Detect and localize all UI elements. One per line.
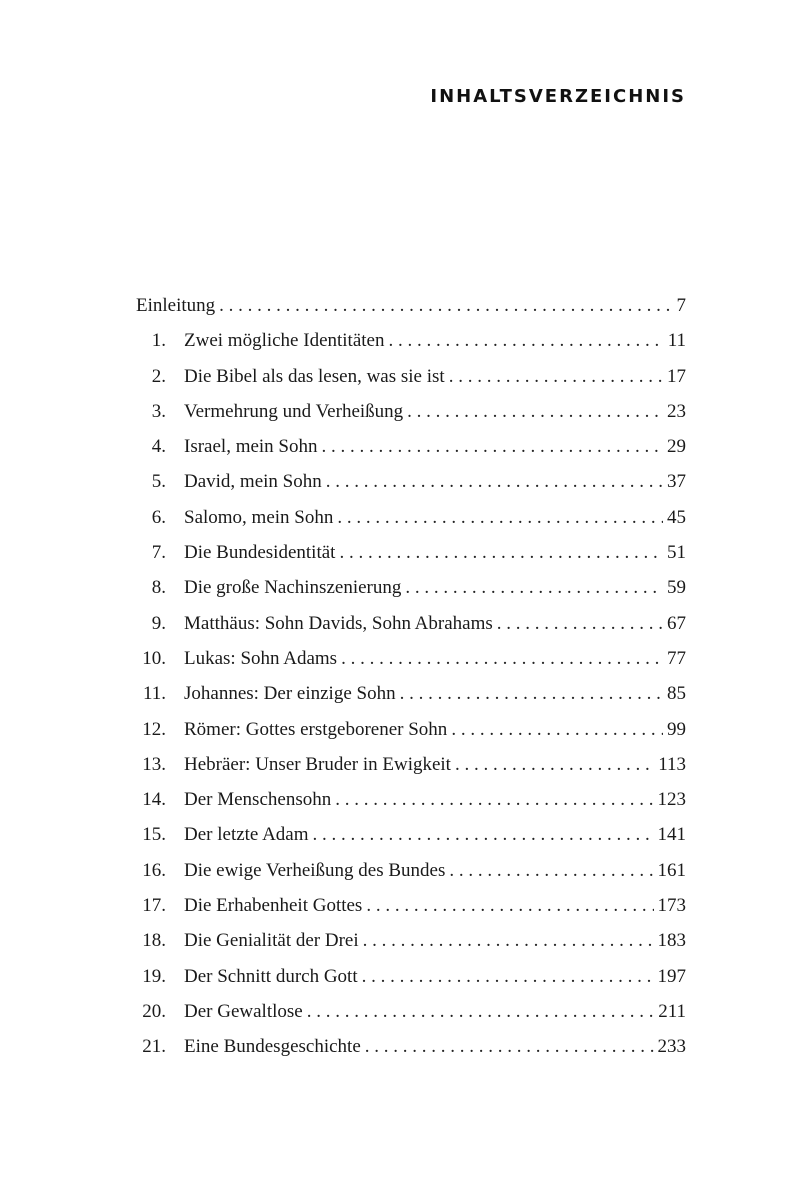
toc-entry-title: David, mein Sohn <box>184 471 322 493</box>
toc-entry <box>136 676 686 711</box>
toc-entry-intro <box>136 288 686 323</box>
toc-entry-number: 19. <box>142 965 166 987</box>
toc-entry <box>136 570 686 605</box>
toc-entry-title: Eine Bundesgeschichte <box>184 1036 361 1058</box>
dot-leader <box>307 994 654 1029</box>
toc-entry-page: 99 <box>667 718 686 740</box>
toc-entry <box>136 641 686 676</box>
toc-entry-title: Israel, mein Sohn <box>184 436 318 458</box>
toc-entry-page: 233 <box>657 1036 686 1058</box>
toc-entry-title: Der letzte Adam <box>184 824 309 846</box>
toc-entry <box>136 464 686 499</box>
toc-entry-page: 211 <box>658 1000 686 1022</box>
dot-leader <box>400 676 663 711</box>
toc-entry <box>136 959 686 994</box>
toc-entry-number: 16. <box>142 859 166 881</box>
toc-entry-title: Matthäus: Sohn Davids, Sohn Abrahams <box>184 612 493 634</box>
toc-entry-number: 6. <box>151 506 166 528</box>
toc-entry-title: Lukas: Sohn Adams <box>184 647 338 669</box>
toc-entry-number: 11. <box>142 683 166 705</box>
toc-entry-number: 17. <box>142 895 166 917</box>
toc-entry-title: Salomo, mein Sohn <box>184 506 334 528</box>
toc-entry <box>136 712 686 747</box>
toc-entry-page: 113 <box>658 753 686 775</box>
toc-entry <box>136 888 686 923</box>
toc-entry-page: 77 <box>667 647 686 669</box>
toc-entry-title: Johannes: Der einzige Sohn <box>184 683 396 705</box>
dot-leader <box>326 464 663 499</box>
dot-leader <box>366 888 653 923</box>
toc-entry-title: Die Bundesidentität <box>184 542 336 564</box>
toc-entry <box>136 535 686 570</box>
toc-entry-page: 197 <box>657 965 686 987</box>
toc-entry-title: Der Gewaltlose <box>184 1000 303 1022</box>
dot-leader <box>451 712 663 747</box>
toc-entry <box>136 359 686 394</box>
toc-entry-page: 17 <box>667 365 686 387</box>
toc-entry-page: 51 <box>667 542 686 564</box>
dot-leader <box>362 959 654 994</box>
toc-entry-title: Die Genialität der Drei <box>184 930 359 952</box>
toc-entry-page: 29 <box>667 436 686 458</box>
toc-entry <box>136 994 686 1029</box>
toc-entry-title: Die Bibel als das lesen, was sie ist <box>184 365 445 387</box>
toc-entry <box>136 923 686 958</box>
toc-entry-number: 1. <box>151 330 166 352</box>
toc-entry-page: 59 <box>667 577 686 599</box>
toc-entry-page: 45 <box>667 506 686 528</box>
toc-entry-number: 4. <box>151 436 166 458</box>
toc-entry-number: 15. <box>142 824 166 846</box>
toc-entry <box>136 394 686 429</box>
toc-entry-page: 141 <box>657 824 686 846</box>
toc-entry <box>136 323 686 358</box>
dot-leader <box>455 747 654 782</box>
toc-entry-number: 5. <box>151 471 166 493</box>
toc-entry <box>136 747 686 782</box>
toc-entry <box>136 500 686 535</box>
toc-entry-number: 10. <box>142 647 166 669</box>
toc-entry <box>136 782 686 817</box>
toc-entry-page: 173 <box>657 895 686 917</box>
toc-entry <box>136 1029 686 1064</box>
toc-entry-page: 11 <box>667 330 686 352</box>
toc-entry-number: 9. <box>151 612 166 634</box>
dot-leader <box>219 288 670 323</box>
toc-entry-page: 183 <box>657 930 686 952</box>
dot-leader <box>335 782 653 817</box>
toc-entry-number: 3. <box>151 400 166 422</box>
dot-leader <box>363 923 654 958</box>
toc-entry-title: Zwei mögliche Identitäten <box>184 330 385 352</box>
toc-entry-title: Der Menschensohn <box>184 789 332 811</box>
toc-entry-title: Die Erhabenheit Gottes <box>184 895 363 917</box>
toc-entry <box>136 606 686 641</box>
toc-entry-number: 14. <box>142 789 166 811</box>
toc-entry-page: 23 <box>667 400 686 422</box>
toc-entry-title: Vermehrung und Verheißung <box>184 400 404 422</box>
toc-entry-number: 20. <box>142 1000 166 1022</box>
dot-leader <box>449 359 663 394</box>
toc-entry-number: 2. <box>151 365 166 387</box>
toc-entry-page: 37 <box>667 471 686 493</box>
toc-entry-page: 161 <box>657 859 686 881</box>
toc-entry-title: Die große Nachinszenierung <box>184 577 402 599</box>
dot-leader <box>341 641 663 676</box>
dot-leader <box>497 606 663 641</box>
toc-entry <box>136 853 686 888</box>
dot-leader <box>313 817 654 852</box>
toc-entry-page: 123 <box>657 789 686 811</box>
dot-leader <box>337 500 663 535</box>
dot-leader <box>405 570 663 605</box>
dot-leader <box>388 323 663 358</box>
dot-leader <box>339 535 663 570</box>
toc-entry-number: 7. <box>151 542 166 564</box>
toc-entry-number: 13. <box>142 753 166 775</box>
page-title: INHALTSVERZEICHNIS <box>430 86 686 107</box>
toc-entry-number: 12. <box>142 718 166 740</box>
toc-entry-page: 85 <box>667 683 686 705</box>
toc-entry-title: Die ewige Verheißung des Bundes <box>184 859 446 881</box>
toc-entry-number: 21. <box>142 1036 166 1058</box>
toc-entry-number: 18. <box>142 930 166 952</box>
dot-leader <box>365 1029 654 1064</box>
dot-leader <box>449 853 653 888</box>
toc-entry-title: Der Schnitt durch Gott <box>184 965 358 987</box>
toc-entry-page: 67 <box>667 612 686 634</box>
toc-entry-title: Hebräer: Unser Bruder in Ewigkeit <box>184 753 451 775</box>
toc-entry-title: Einleitung <box>136 295 216 316</box>
toc-entry <box>136 429 686 464</box>
toc-entry <box>136 817 686 852</box>
dot-leader <box>322 429 663 464</box>
toc-entry-number: 8. <box>151 577 166 599</box>
dot-leader <box>407 394 663 429</box>
toc-entry-title: Römer: Gottes erstgeborener Sohn <box>184 718 448 740</box>
table-of-contents <box>136 288 686 1065</box>
toc-entry-page: 7 <box>676 295 686 316</box>
